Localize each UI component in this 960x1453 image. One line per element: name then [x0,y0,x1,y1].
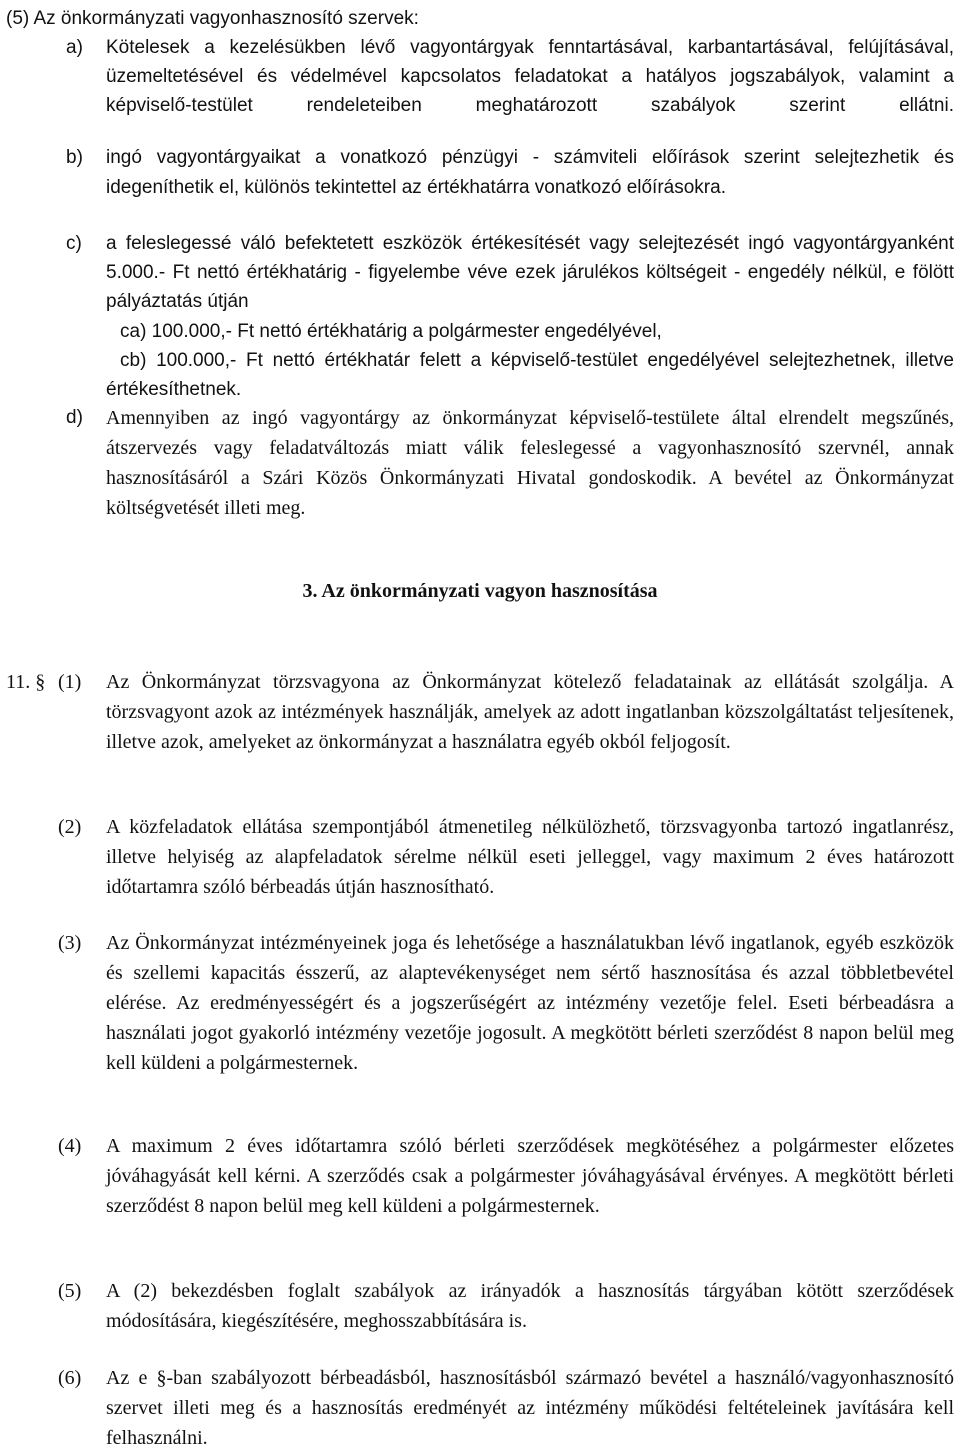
paragraph-3-text: Az Önkormányzat intézményeinek joga és lehetősége a használatukban lévő ingatlanok, egyéb eszközök és szellemi kapacitás ésszerű, az alaptevékenységet nem sértő hasznosítása és azzal többletbevétel elérése. Az eredményességért és a jogszerűségért az intézmény vezetője felel. Eseti bérbeadásra a használati jogot gyakorló intézmény vezetője jogosult. A megkötött bérleti szerződést 8 napon belül meg kell küldeni a polgármesternek. [106,932,954,1074]
paragraph-3-num: (3) [58,932,82,954]
paragraph-6-text: Az e §-ban szabályozott bérbeadásból, hasznosításból származó bevétel a használó/vagyonhasznosító szervet illeti meg és a hasznosítás eredményét az intézmény működési feltételeinek javítására kell felhasználni. [106,1367,954,1449]
paragraph-5-text: A (2) bekezdésben foglalt szabályok az irányadók a hasznosítás tárgyában kötött szerződések módosítására, kiegészítésére, meghosszabbítására is. [106,1280,954,1332]
paragraph-4-num: (4) [58,1135,82,1157]
paragraph-4-text: A maximum 2 éves időtartamra szóló bérleti szerződések megkötéséhez a polgármester előzetes jóváhagyását kell kérni. A szerződés csak a polgármester jóváhagyásával érvényes. A megkötött bérleti szerződést 8 napon belül meg kell küldeni a polgármesternek. [106,1135,954,1217]
section-heading: 3. Az önkormányzati vagyon hasznosítása [302,580,658,602]
item-a-text: Kötelesek a kezelésükben lévő vagyontárgyak fenntartásával, karbantartásával, felújításával, üzemeltetésével és védelmével kapcsolatos feladatokat a hatályos jogszabályok, valamint a képviselő-testület rendeleteiben meghatározott szabályok szerint ellátni. [106,37,954,116]
item-c-text: a feleslegessé váló befektetett eszközök értékesítését vagy selejtezését ingó vagyontárgyanként 5.000.- Ft nettó értékhatárig - figyelembe véve ezek járulékos költségeit - engedély nélkül, e fölött pályáztatás útján [106,233,954,312]
paragraph-1-text: Az Önkormányzat törzsvagyona az Önkormányzat kötelező feladatainak az ellátását szolgálja. A törzsvagyont azok az intézmények használják, amelyek az adott ingatlanban közszolgáltatást teljesítenek, illetve azok, amelyeket az önkormányzat a használatra egyéb okból feljogosít. [106,671,954,753]
item-b-label: b) [66,147,83,168]
article-label: 11. § [6,671,46,693]
subitem-ca: ca) 100.000,- Ft nettó értékhatárig a polgármester engedélyével, [120,321,662,342]
item-a-label: a) [66,37,83,58]
paragraph-5-num: (5) [58,1280,82,1302]
item-d-label: d) [66,407,83,428]
item-b-text: ingó vagyontárgyaikat a vonatkozó pénzügyi - számviteli előírások szerint selejtezhetik és idegeníthetik el, különös tekintettel az értékhatárra vonatkozó előírásokra. [106,147,954,198]
paragraph-1-num: (1) [58,671,82,693]
paragraph-2-num: (2) [58,816,82,838]
paragraph-6-num: (6) [58,1367,82,1389]
item-c-label: c) [66,233,82,254]
paragraph-2-text: A közfeladatok ellátása szempontjából átmenetileg nélkülözhető, törzsvagyonba tartozó ingatlanrész, illetve helyiség az alapfeladatok sérelme nélkül eseti jelleggel, vagy maximum 2 éves határozott időtartamra szóló bérbeadás útján hasznosítható. [106,816,954,898]
subitem-cb: cb) 100.000,- Ft nettó értékhatár felett a képviselő-testület engedélyével selejtezhetnek, illetve értékesíthetnek. [106,350,954,400]
item-d-text: Amennyiben az ingó vagyontárgy az önkormányzat képviselő-testülete által elrendelt megszűnés, átszervezés vagy feladatváltozás miatt válik feleslegessé a vagyonhasznosító szervnél, annak hasznosításáról a Szári Közös Önkormányzati Hivatal gondoskodik. A bevétel az Önkormányzat költségvetését illeti meg. [106,407,954,519]
section-5-title: (5) Az önkormányzati vagyonhasznosító szervek: [6,8,419,29]
